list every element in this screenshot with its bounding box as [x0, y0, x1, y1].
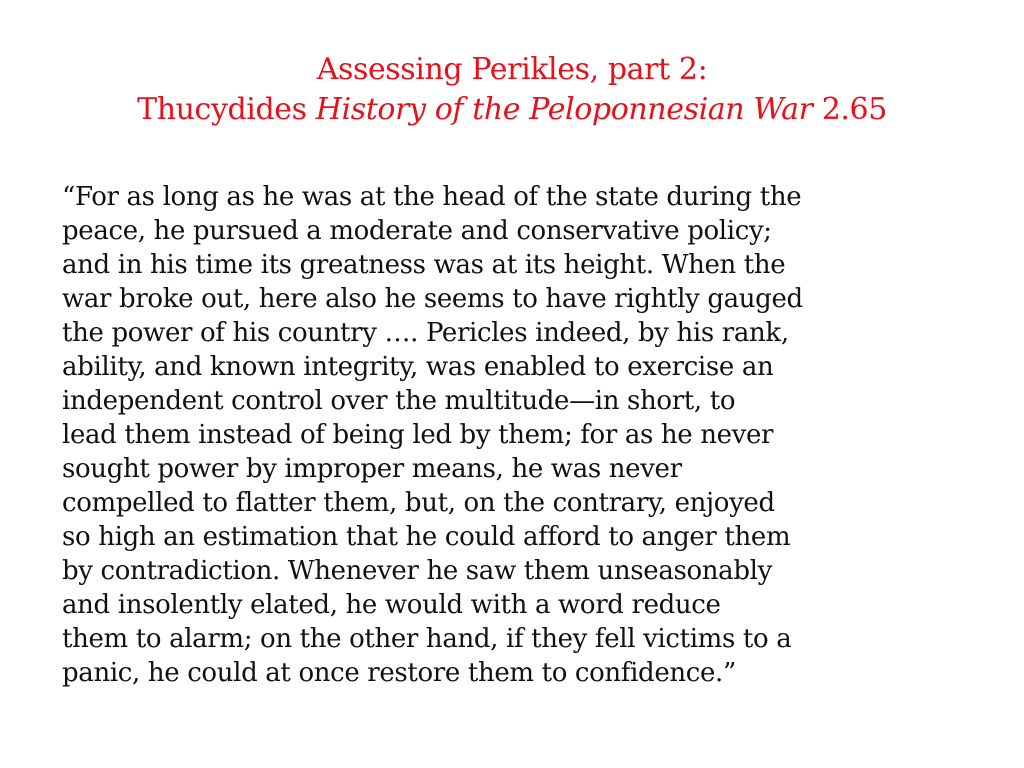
quote-line: independent control over the multitude—in short, to [62, 386, 736, 416]
quote-line: them to alarm; on the other hand, if they fell victims to a [62, 624, 792, 654]
title-reference: 2.65 [812, 92, 887, 127]
quote-line: and in his time its greatness was at its height. When the [62, 250, 786, 280]
title-author: Thucydides [137, 92, 316, 127]
quote-line: by contradiction. Whenever he saw them unseasonably [62, 556, 772, 586]
quote-line: war broke out, here also he seems to have rightly gauged [62, 284, 803, 314]
quote-line: “For as long as he was at the head of the state during the [62, 182, 802, 212]
quote-line: compelled to flatter them, but, on the contrary, enjoyed [62, 488, 775, 518]
quote-line: so high an estimation that he could afford to anger them [62, 522, 791, 552]
quote-line: lead them instead of being led by them; for as he never [62, 420, 774, 450]
quote-line: and insolently elated, he would with a word reduce [62, 590, 721, 620]
quote-line: ability, and known integrity, was enabled to exercise an [62, 352, 774, 382]
title-line-1: Assessing Perikles, part 2: [316, 52, 708, 87]
quote-block [62, 180, 982, 690]
quote-line: sought power by improper means, he was never [62, 454, 682, 484]
quote-line: panic, he could at once restore them to confidence.” [62, 658, 736, 688]
title-line-2 [0, 90, 1024, 130]
quote-line: peace, he pursued a moderate and conservative policy; [62, 216, 772, 246]
quote-line: the power of his country …. Pericles indeed, by his rank, [62, 318, 789, 348]
slide-title [0, 50, 1024, 130]
title-work: History of the Peloponnesian War [315, 92, 813, 127]
